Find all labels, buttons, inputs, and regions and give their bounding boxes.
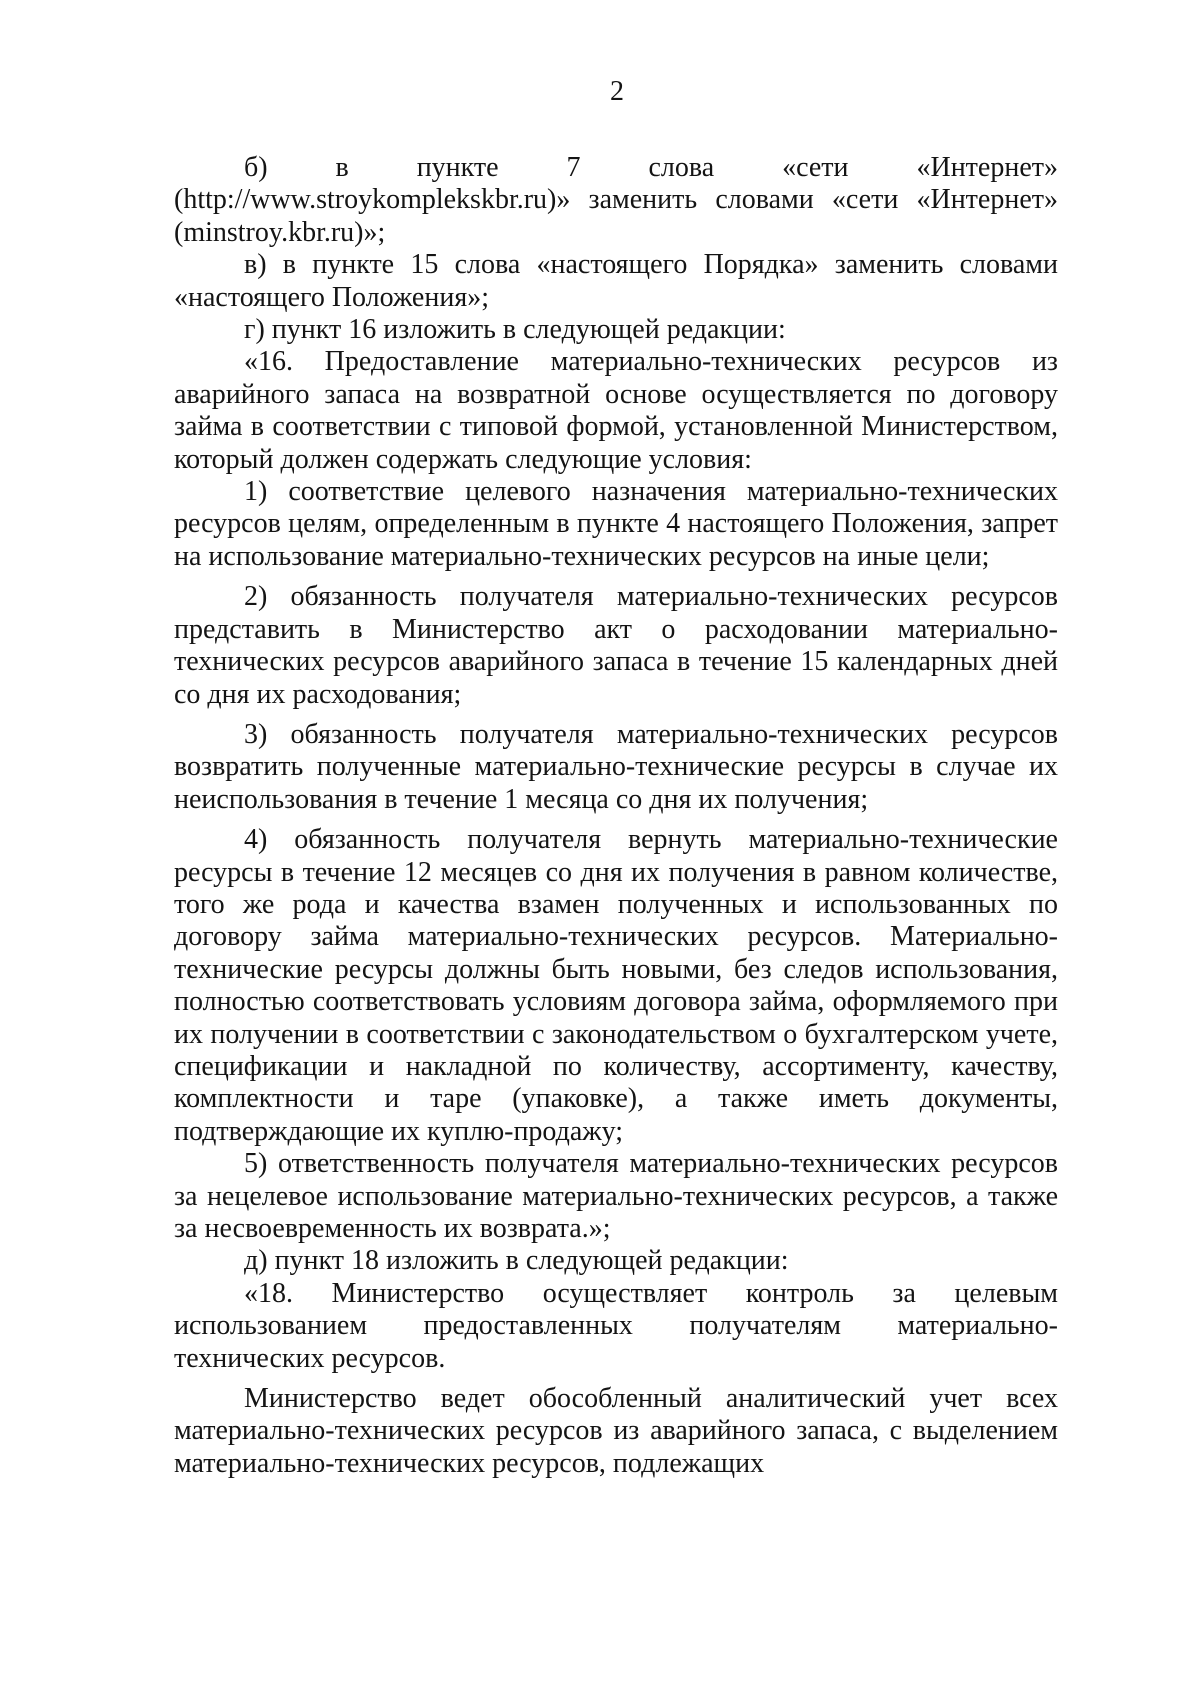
paragraph-ministry-accounting: Министерство ведет обособленный аналитический учет всех материально-технических ресурсов из аварийного запаса, с выделением материально-технических ресурсов, подлежащих [174, 1383, 1058, 1479]
paragraph-condition-3: 3) обязанность получателя материально-технических ресурсов возвратить полученные материально-технические ресурсы в случае их неиспользования в течение 1 месяца со дня их получения; [174, 718, 1058, 815]
paragraph-item-16: «16. Предоставление материально-технических ресурсов из аварийного запаса на возвратной основе осуществляется по договору займа в соответствии с типовой формой, установленной Министерством, который должен содержать следующие условия: [174, 346, 1058, 475]
page-number: 2 [610, 76, 624, 107]
paragraph-g: г) пункт 16 изложить в следующей редакции: [244, 314, 786, 346]
paragraph-condition-2: 2) обязанность получателя материально-технических ресурсов представить в Министерство акт о расходовании материально-технических ресурсов аварийного запаса в течение 15 календарных дней со дня их расходования; [174, 581, 1058, 710]
paragraph-b: б) в пункте 7 слова «сети «Интернет» (http://www.stroykomplekskbr.ru)» заменить словами «сети «Интернет» (minstroy.kbr.ru)»; [174, 152, 1058, 248]
document-body [174, 152, 1058, 1480]
paragraph-condition-5: 5) ответственность получателя материально-технических ресурсов за нецелевое использование материально-технических ресурсов, а также за несвоевременность их возврата.»; [174, 1148, 1058, 1244]
paragraph-condition-4: 4) обязанность получателя вернуть материально-технические ресурсы в течение 12 месяцев со дня их получения в равном количестве, того же рода и качества взамен полученных и использованных по договору займа материально-технических ресурсов. Материально-технические ресурсы должны быть новыми, без следов использования, полностью соответствовать условиям договора займа, оформляемого при их получении в соответствии с законодательством о бухгалтерском учете, спецификации и накладной по количеству, ассортименту, качеству, комплектности и таре (упаковке), а также иметь документы, подтверждающие их куплю-продажу; [174, 824, 1058, 1147]
paragraph-v: в) в пункте 15 слова «настоящего Порядка» заменить словами «настоящего Положения»; [174, 249, 1058, 313]
paragraph-condition-1: 1) соответствие целевого назначения материально-технических ресурсов целям, определенным в пункте 4 настоящего Положения, запрет на использование материально-технических ресурсов на иные цели; [174, 476, 1058, 572]
paragraph-d: д) пункт 18 изложить в следующей редакции: [244, 1245, 789, 1277]
paragraph-item-18: «18. Министерство осуществляет контроль за целевым использованием предоставленных получателям материально-технических ресурсов. [174, 1277, 1058, 1374]
